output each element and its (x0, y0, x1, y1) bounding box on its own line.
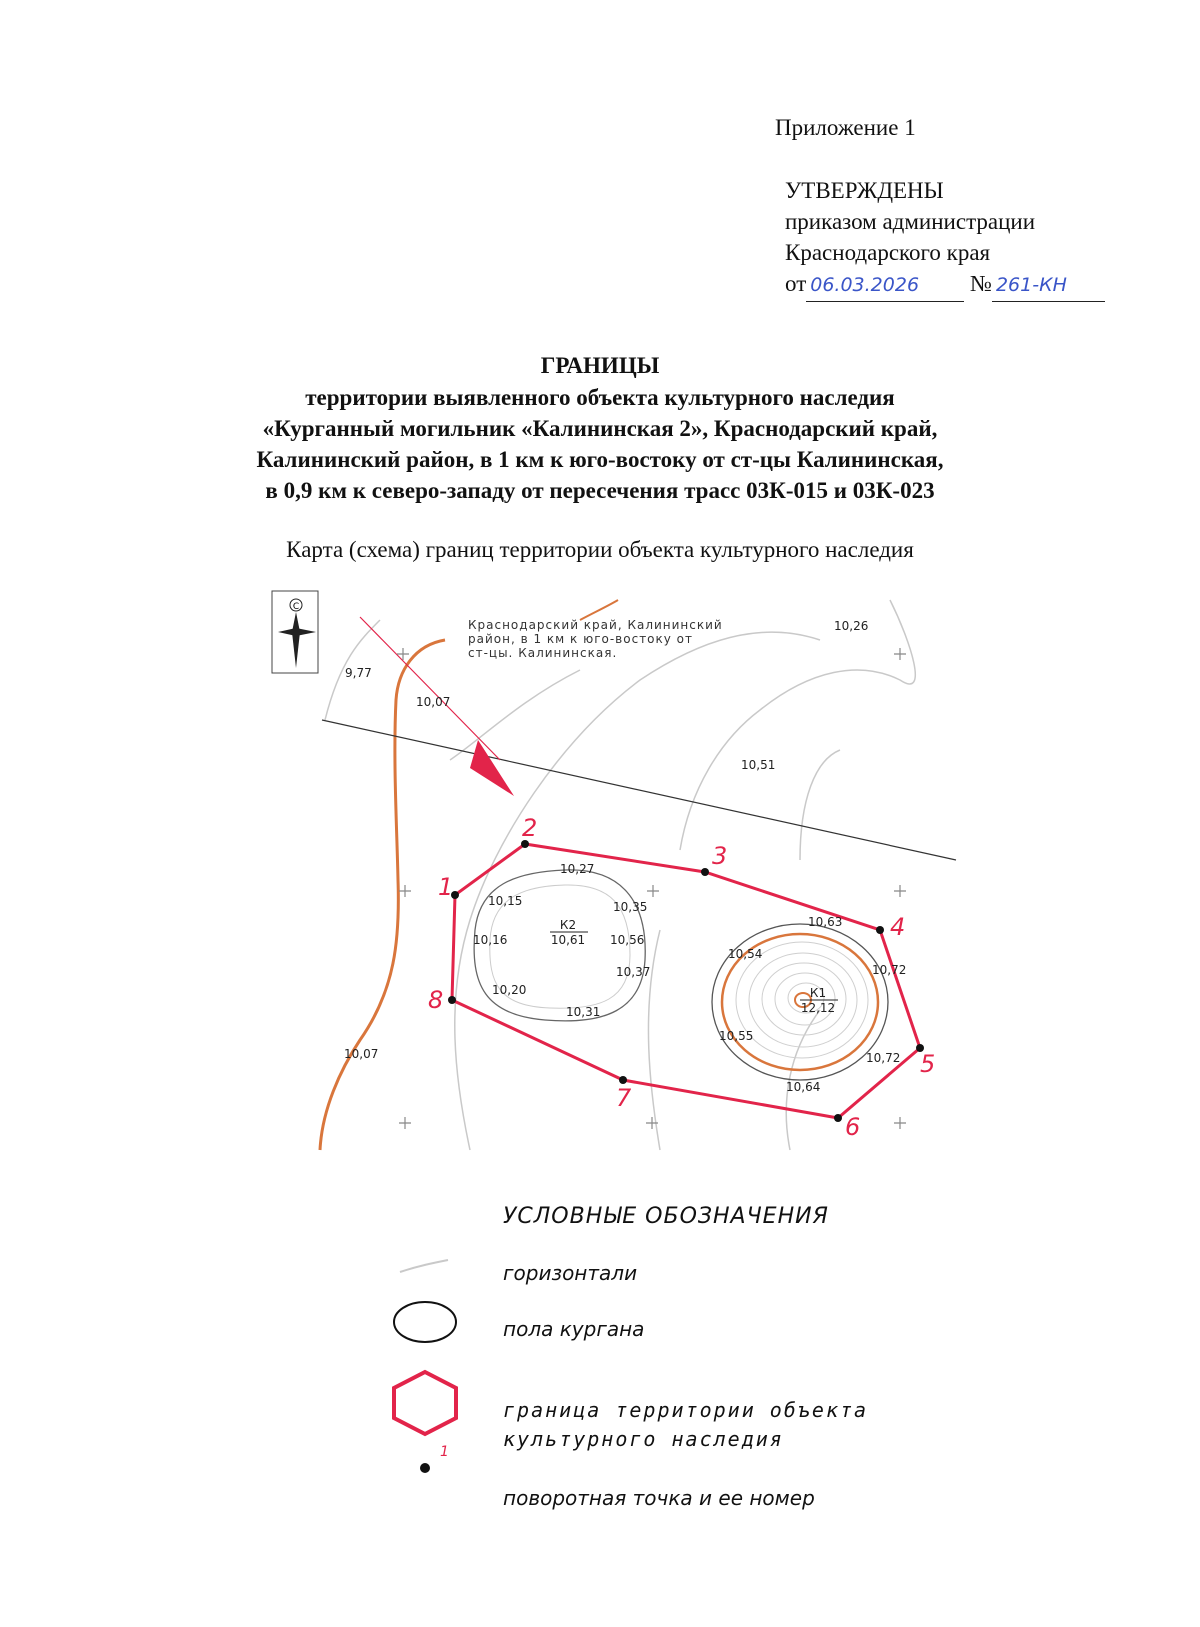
elevation-label: 9,77 (345, 666, 372, 680)
appendix-label: Приложение 1 (775, 115, 916, 140)
point-label-7: 7 (616, 1084, 632, 1112)
elevation-label: 10,35 (613, 900, 648, 914)
location-note-3: ст-цы. Калининская. (468, 646, 618, 660)
document-title: ГРАНИЦЫ (540, 353, 660, 378)
elevation-label: 10,72 (866, 1051, 901, 1065)
legend-boundary-line-1: граница территории объекта (503, 1398, 869, 1422)
point-label-6: 6 (845, 1113, 861, 1141)
legend-symbols (388, 1250, 468, 1520)
elevation-label: 10,27 (560, 862, 595, 876)
contour-legend-icon (400, 1260, 448, 1272)
mound-legend-icon (394, 1302, 456, 1342)
location-note-2: район, в 1 км к юго-востоку от (468, 632, 694, 646)
mound-k2-name: К2 (559, 918, 577, 932)
pointer-arrow (470, 740, 514, 796)
elevation-label: 10,15 (488, 894, 523, 908)
point-label-1: 1 (438, 873, 454, 901)
contour-lines (325, 600, 915, 1150)
elevation-label: 10,20 (492, 983, 527, 997)
elevation-label: 10,16 (473, 933, 508, 947)
legend-mound-edge: пола кургана (503, 1317, 645, 1341)
mound-k2-height: 10,61 (550, 933, 586, 947)
grid-marks (397, 648, 906, 1129)
point-label-4: 4 (890, 913, 906, 941)
approval-date: 06.03.2026 (806, 270, 964, 302)
turning-point-legend-icon (420, 1463, 430, 1473)
elevation-label: 10,72 (872, 963, 907, 977)
point-label-8: 8 (428, 986, 444, 1014)
road-line (320, 640, 445, 1150)
mound-k1-height: 12,12 (800, 1001, 836, 1015)
point-label-5: 5 (920, 1050, 936, 1078)
approval-number-label: № (970, 271, 992, 296)
title-line-3: Калининский район, в 1 км к юго-востоку от ст-цы Калининская, (256, 447, 944, 472)
elevation-label: 10,26 (834, 619, 869, 633)
field-line (322, 720, 956, 860)
elevation-label: 10,07 (344, 1047, 379, 1061)
approval-line-3: Краснодарского края (785, 240, 991, 265)
boundary-legend-icon (394, 1372, 456, 1434)
approval-heading: УТВЕРЖДЕНЫ (785, 178, 944, 203)
compass-north-letter: С (292, 602, 300, 612)
title-line-1: территории выявленного объекта культурного наследия (305, 385, 895, 410)
title-line-2: «Курганный могильник «Калининская 2», Краснодарский край, (262, 416, 938, 441)
elevation-label: 10,51 (741, 758, 776, 772)
point-label-3: 3 (712, 842, 728, 870)
elevation-label: 10,56 (610, 933, 645, 947)
elevation-label: 10,64 (786, 1080, 821, 1094)
title-line-4: в 0,9 км к северо-западу от пересечения трасс 03К-015 и 03К-023 (265, 478, 935, 503)
compass-icon (272, 591, 318, 673)
legend-contours: горизонтали (503, 1261, 638, 1285)
elevation-label: 10,54 (728, 947, 763, 961)
map-subtitle: Карта (схема) границ территории объекта культурного наследия (286, 537, 914, 562)
legend-boundary-line-2: культурного наследия (503, 1427, 784, 1451)
elevation-label: 10,63 (808, 915, 843, 929)
location-note-1: Краснодарский край, Калининский (468, 618, 723, 632)
point-label-2: 2 (522, 814, 538, 842)
heritage-boundary (452, 844, 920, 1118)
legend-title: УСЛОВНЫЕ ОБОЗНАЧЕНИЯ (503, 1204, 829, 1229)
turning-point-legend-number: 1 (440, 1444, 449, 1460)
mound-k1-name: К1 (809, 986, 827, 1000)
elevation-label: 10,55 (719, 1029, 754, 1043)
approval-line-2: приказом администрации (785, 209, 1036, 234)
legend-turning-point: поворотная точка и ее номер (503, 1486, 815, 1510)
elevation-label: 10,37 (616, 965, 651, 979)
elevation-label: 10,31 (566, 1005, 601, 1019)
approval-number: 261-КН (992, 270, 1105, 302)
approval-from-label: от (785, 271, 807, 296)
elevation-label: 10,07 (416, 695, 451, 709)
